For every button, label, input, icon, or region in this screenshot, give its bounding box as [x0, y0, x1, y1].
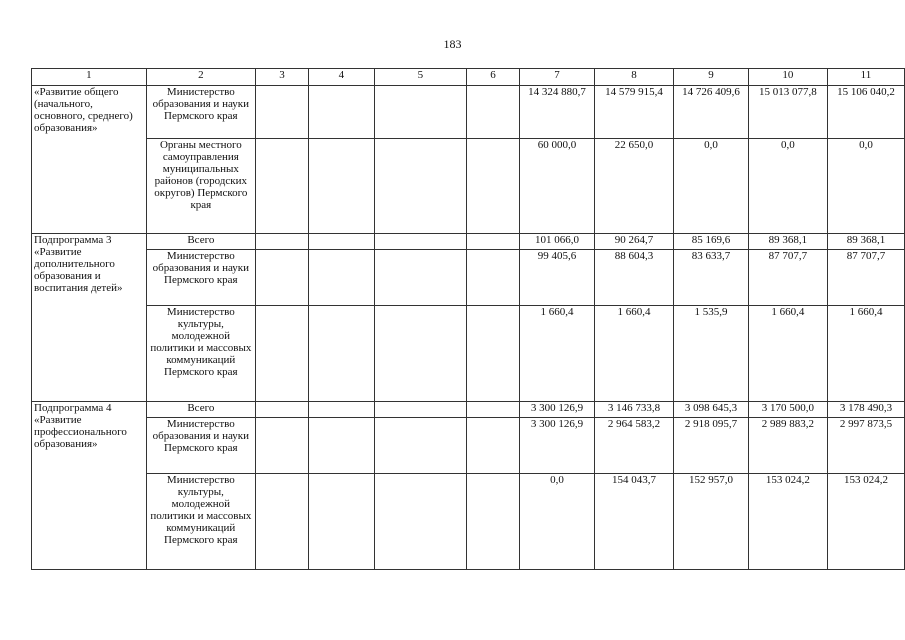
empty-cell — [309, 234, 375, 250]
empty-cell — [374, 234, 466, 250]
empty-cell — [466, 250, 519, 306]
value-cell: 2 918 095,7 — [673, 418, 748, 474]
table-row — [32, 86, 905, 139]
header-cell: 4 — [309, 69, 375, 86]
value-cell: 87 707,7 — [827, 250, 904, 306]
empty-cell — [466, 402, 519, 418]
organization-cell: Министерство культуры, молодежной политики и массовых коммуникаций Пермского края — [146, 474, 255, 570]
section-name-cell: Подпрограмма 3 «Развитие дополнительного образования и воспитания детей» — [32, 234, 147, 402]
organization-cell: Министерство культуры, молодежной политики и массовых коммуникаций Пермского края — [146, 306, 255, 402]
section-name-cell: «Развитие общего (начального, основного, среднего) образования» — [32, 86, 147, 234]
header-cell: 11 — [827, 69, 904, 86]
value-cell: 1 535,9 — [673, 306, 748, 402]
value-cell: 3 146 733,8 — [594, 402, 673, 418]
header-row — [32, 69, 905, 86]
table-row — [32, 402, 905, 418]
organization-cell: Министерство образования и науки Пермского края — [146, 418, 255, 474]
value-cell: 60 000,0 — [519, 139, 594, 234]
empty-cell — [309, 474, 375, 570]
value-cell: 99 405,6 — [519, 250, 594, 306]
value-cell: 15 013 077,8 — [748, 86, 827, 139]
empty-cell — [256, 474, 309, 570]
empty-cell — [309, 402, 375, 418]
value-cell: 1 660,4 — [748, 306, 827, 402]
value-cell: 14 324 880,7 — [519, 86, 594, 139]
value-cell: 1 660,4 — [827, 306, 904, 402]
page-number: 183 — [443, 37, 462, 51]
value-cell: 1 660,4 — [594, 306, 673, 402]
empty-cell — [466, 86, 519, 139]
empty-cell — [466, 474, 519, 570]
value-cell: 0,0 — [519, 474, 594, 570]
value-cell: 89 368,1 — [827, 234, 904, 250]
empty-cell — [374, 474, 466, 570]
empty-cell — [374, 306, 466, 402]
organization-cell: Всего — [146, 402, 255, 418]
table-row — [32, 418, 905, 474]
empty-cell — [374, 250, 466, 306]
value-cell: 87 707,7 — [748, 250, 827, 306]
header-cell: 5 — [374, 69, 466, 86]
empty-cell — [309, 250, 375, 306]
empty-cell — [466, 418, 519, 474]
value-cell: 0,0 — [827, 139, 904, 234]
table-row — [32, 250, 905, 306]
table-row — [32, 234, 905, 250]
value-cell: 83 633,7 — [673, 250, 748, 306]
empty-cell — [309, 139, 375, 234]
empty-cell — [256, 139, 309, 234]
value-cell: 15 106 040,2 — [827, 86, 904, 139]
value-cell: 0,0 — [748, 139, 827, 234]
empty-cell — [466, 234, 519, 250]
empty-cell — [256, 306, 309, 402]
header-cell: 7 — [519, 69, 594, 86]
value-cell: 3 300 126,9 — [519, 402, 594, 418]
header-cell: 8 — [594, 69, 673, 86]
empty-cell — [466, 306, 519, 402]
value-cell: 22 650,0 — [594, 139, 673, 234]
value-cell: 0,0 — [673, 139, 748, 234]
value-cell: 101 066,0 — [519, 234, 594, 250]
value-cell: 2 989 883,2 — [748, 418, 827, 474]
organization-cell: Всего — [146, 234, 255, 250]
value-cell: 154 043,7 — [594, 474, 673, 570]
organization-cell: Министерство образования и науки Пермского края — [146, 250, 255, 306]
value-cell: 153 024,2 — [748, 474, 827, 570]
budget-table — [31, 68, 905, 570]
empty-cell — [256, 234, 309, 250]
value-cell: 3 300 126,9 — [519, 418, 594, 474]
empty-cell — [374, 139, 466, 234]
header-cell: 3 — [256, 69, 309, 86]
organization-cell: Органы местного самоуправления муниципальных районов (городских округов) Пермского края — [146, 139, 255, 234]
value-cell: 2 964 583,2 — [594, 418, 673, 474]
empty-cell — [256, 402, 309, 418]
empty-cell — [374, 86, 466, 139]
value-cell: 3 098 645,3 — [673, 402, 748, 418]
empty-cell — [309, 418, 375, 474]
value-cell: 2 997 873,5 — [827, 418, 904, 474]
empty-cell — [256, 250, 309, 306]
empty-cell — [256, 418, 309, 474]
empty-cell — [309, 306, 375, 402]
section-name-cell: Подпрограмма 4 «Развитие профессионального образования» — [32, 402, 147, 570]
value-cell: 14 579 915,4 — [594, 86, 673, 139]
empty-cell — [374, 402, 466, 418]
value-cell: 1 660,4 — [519, 306, 594, 402]
header-cell: 10 — [748, 69, 827, 86]
empty-cell — [309, 86, 375, 139]
value-cell: 89 368,1 — [748, 234, 827, 250]
value-cell: 85 169,6 — [673, 234, 748, 250]
empty-cell — [466, 139, 519, 234]
value-cell: 153 024,2 — [827, 474, 904, 570]
value-cell: 88 604,3 — [594, 250, 673, 306]
organization-cell: Министерство образования и науки Пермского края — [146, 86, 255, 139]
table-row — [32, 139, 905, 234]
value-cell: 14 726 409,6 — [673, 86, 748, 139]
value-cell: 90 264,7 — [594, 234, 673, 250]
header-cell: 1 — [32, 69, 147, 86]
header-cell: 9 — [673, 69, 748, 86]
header-cell: 6 — [466, 69, 519, 86]
value-cell: 3 170 500,0 — [748, 402, 827, 418]
table-row — [32, 306, 905, 402]
empty-cell — [374, 418, 466, 474]
value-cell: 152 957,0 — [673, 474, 748, 570]
empty-cell — [256, 86, 309, 139]
header-cell: 2 — [146, 69, 255, 86]
value-cell: 3 178 490,3 — [827, 402, 904, 418]
table-row — [32, 474, 905, 570]
